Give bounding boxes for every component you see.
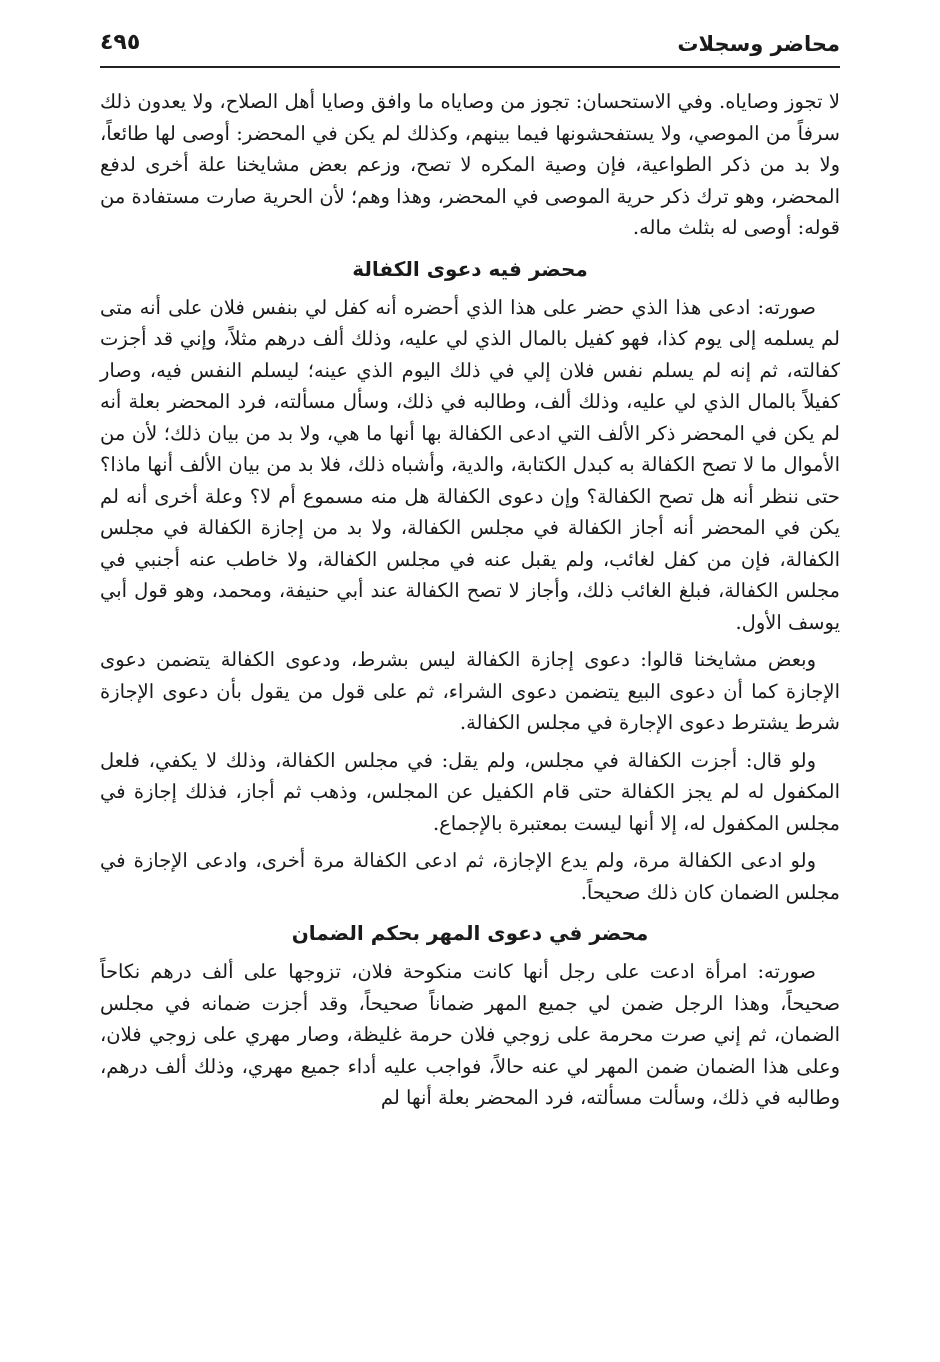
paragraph-dowry-form: صورته: امرأة ادعت على رجل أنها كانت منكوحة فلان، تزوجها على ألف درهم نكاحاً صحيحاً، وهذا الرجل ضمن لي جميع المهر ضماناً صحيحاً، وقد أجزت ضمانه في مجلس الضمان، ثم إني صرت محرمة على زوجي فلان حرمة غليظة، وصار مهري على زوجي فلان، وعلى هذا الضمان ضمن المهر لي عنه حالاً، فواجب عليه أداء جميع مهري، وذلك ألف درهم، وطالبه في ذلك، وسألت مسألته، فرد المحضر بعلة أنها لم [100, 960, 840, 1109]
paragraph-kafala-form: صورته: ادعى هذا الذي حضر على هذا الذي أحضره أنه كفل لي بنفس فلان على أنه متى لم يسلمه إلى يوم كذا، فهو كفيل بالمال الذي لي عليه، وذلك ألف درهم مثلاً، وإني قد أجزت كفالته، ثم إنه لم يسلم نفس فلان إلي في ذلك اليوم الذي عينه؛ ليسلم النفس فيه، وصار كفيلاً بالمال الذي لي عليه، وذلك ألف، وطالبه في ذلك، وسأل مسألته، فرد المحضر بعلة أنه لم يكن في المحضر ذكر الألف التي ادعى الكفالة بها أنها ما هي، ولا بد من بيان ذلك؛ لأن من الأموال ما لا تصح الكفالة به كبدل الكتابة، والدية، وأشباه ذلك، فلا بد من بيان الألف أنها ماذا؟ حتى ننظر أنه هل تصح الكفالة؟ وإن دعوى الكفالة هل منه مسموع أم لا؟ وعلة أخرى أنه لم يكن في المحضر أنه أجاز الكفالة في مجلس الكفالة، ولا بد من إجازة الكفالة في مجلس الكفالة، فإن من كفل لغائب، ولم يقبل عنه في مجلس الكفالة، ولا خاطب عنه أجنبي في مجلس الكفالة، فبلغ الغائب ذلك، وأجاز لا تصح الكفالة عند أبي حنيفة، ومحمد، وهو قول أبي يوسف الأول. [100, 295, 840, 634]
section-heading-kafala-claim: محضر فيه دعوى الكفالة [352, 256, 588, 281]
running-header [100, 26, 840, 68]
paragraph-kafala-council: ولو قال: أجزت الكفالة في مجلس، ولم يقل: في مجلس الكفالة، وذلك لا يكفي، فلعل المكفول له لم يجز الكفالة حتى قام الكفيل عن المجلس، وذهب ثم أجاز، فذلك إجازة في مجلس المكفول له، إلا أنها ليست بمعتبرة بالإجماع. [100, 748, 840, 835]
page-number: ٤٩٥ [100, 30, 141, 55]
section-heading-dowry-claim: محضر في دعوى المهر بحكم الضمان [291, 921, 649, 945]
paragraph-kafala-repeat: ولو ادعى الكفالة مرة، ولم يدع الإجازة، ثم ادعى الكفالة مرة أخرى، وادعى الإجازة في مجلس الضمان كان ذلك صحيحاً. [100, 849, 840, 904]
paragraph-kafala-scholars: وبعض مشايخنا قالوا: دعوى إجازة الكفالة ليس بشرط، ودعوى الكفالة يتضمن دعوى الإجازة كما أن دعوى البيع يتضمن دعوى الشراء، ثم على قول من يقول بأن دعوى الإجازة شرط يشترط دعوى الإجارة في مجلس الكفالة. [100, 648, 840, 734]
running-title: محاضر وسجلات [677, 32, 840, 56]
paragraph-continued-wills: لا تجوز وصاياه. وفي الاستحسان: تجوز من وصاياه ما وافق وصايا أهل الصلاح، ولا يعدون ذلك سرفاً من الموصي، ولا يستفحشونها فيما بينهم، وكذلك لم يكن في المحضر: أوصى لها طائعاً، ولا بد من ذكر الطواعية، فإن وصية المكره لا تصح، وزعم بعض مشايخنا علة أخرى لدفع المحضر، وهو ترك ذكر حرية الموصى في المحضر، وهذا وهم؛ لأن الحرية صارت مستفادة من قوله: أوصى له بثلث ماله. [100, 90, 840, 239]
body-text [100, 86, 840, 1120]
